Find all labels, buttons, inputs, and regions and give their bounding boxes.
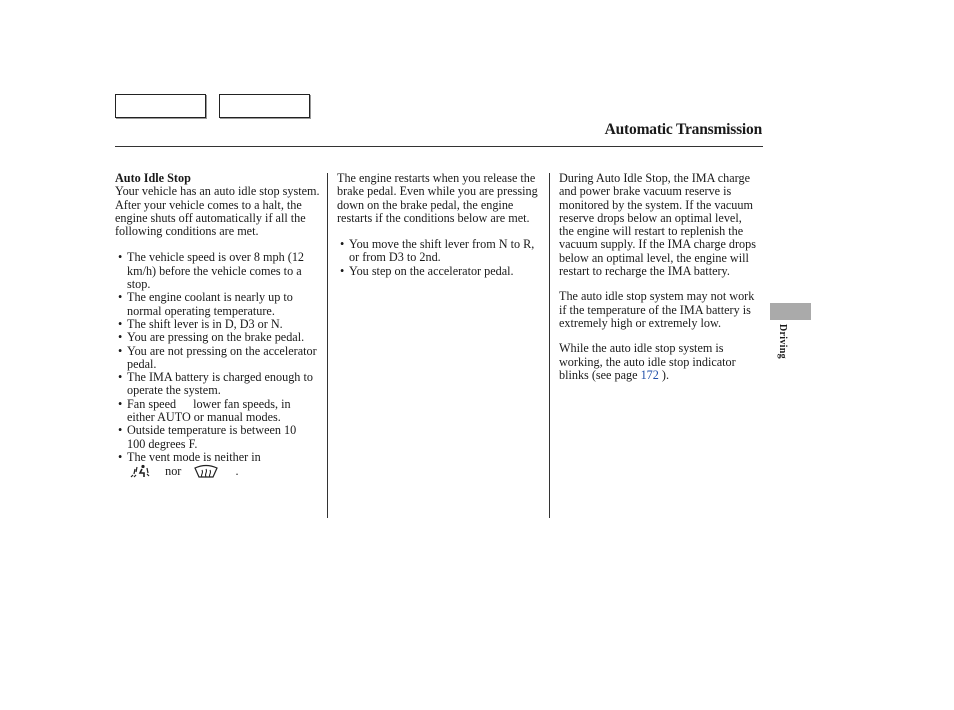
page-title: Automatic Transmission — [604, 121, 762, 138]
page-reference-link[interactable]: 172 — [640, 367, 659, 382]
ima-paragraph: During Auto Idle Stop, the IMA charge and power brake vacuum reserve is monitored by the system. If the vacuum reserve drops below an optimal level, the engine will restart to replenish the vacuum supply. If the IMA charge drops below an optimal level, the engine will restart to recharge the IMA battery. — [559, 171, 756, 279]
list-item: • You move the shift lever from N to R, or from D3 to 2nd. — [337, 238, 543, 265]
section-tab-label: Driving — [777, 324, 788, 359]
column-1 — [115, 172, 320, 482]
section-heading: Auto Idle Stop — [115, 171, 191, 185]
indicator-paragraph: While the auto idle stop system is working, the auto idle stop indicator blinks (see page 172 ). — [559, 341, 736, 382]
list-item: • The IMA battery is charged enough to operate the system. — [115, 371, 320, 398]
column-3 — [559, 172, 759, 382]
list-item: • You are not pressing on the accelerator pedal. — [115, 345, 320, 372]
column-2 — [337, 172, 543, 278]
column-divider — [327, 173, 328, 518]
intro-paragraph: Your vehicle has an auto idle stop system. After your vehicle comes to a halt, the engine shuts off automatically if all the following conditions are met. — [115, 184, 320, 239]
conditions-list — [115, 251, 320, 464]
vent-mode-icons: nor . — [115, 464, 320, 481]
column-divider — [549, 173, 550, 518]
list-item: • You are pressing on the brake pedal. — [115, 331, 320, 344]
header-divider — [115, 146, 763, 147]
floor-vent-icon — [129, 464, 151, 481]
nav-button-previous[interactable] — [115, 94, 206, 118]
defrost-icon — [193, 464, 219, 481]
nav-button-next[interactable] — [219, 94, 310, 118]
list-item: • You step on the accelerator pedal. — [337, 265, 543, 278]
list-item: • The engine coolant is nearly up to normal operating temperature. — [115, 291, 320, 318]
restart-paragraph: The engine restarts when you release the brake pedal. Even while you are pressing down on the brake pedal, the engine restarts if the conditions below are met. — [337, 171, 538, 225]
temperature-paragraph: The auto idle stop system may not work if the temperature of the IMA battery is extremely high or extremely low. — [559, 289, 755, 330]
list-item: • The vent mode is neither in — [115, 451, 320, 464]
list-item: • Fan speed lower fan speeds, in either AUTO or manual modes. — [115, 398, 320, 425]
restart-conditions-list — [337, 238, 543, 278]
section-tab[interactable] — [770, 303, 811, 320]
list-item: • The shift lever is in D, D3 or N. — [115, 318, 320, 331]
list-item: • The vehicle speed is over 8 mph (12 km/h) before the vehicle comes to a stop. — [115, 251, 320, 291]
list-item: • Outside temperature is between 10100 degrees F. — [115, 424, 320, 451]
